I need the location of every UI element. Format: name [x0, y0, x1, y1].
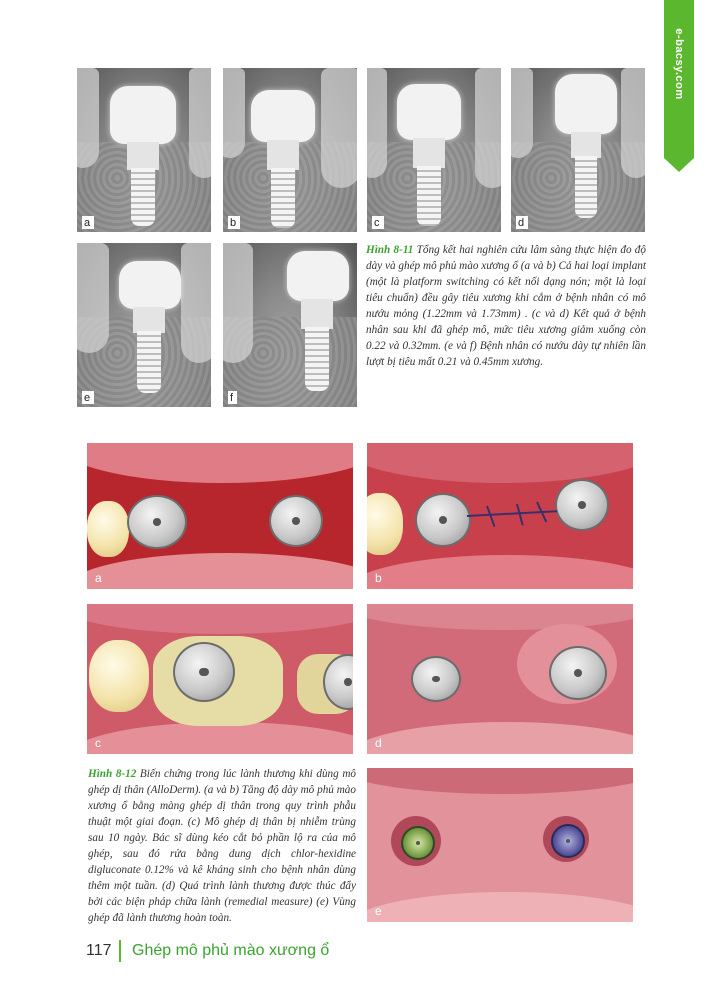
panel-letter-e: e	[82, 391, 94, 404]
xray-panel-e	[77, 243, 211, 407]
photo-letter-a: a	[95, 571, 102, 585]
xray-panel-c	[367, 68, 501, 232]
figure-8-12-label: Hình 8-12	[88, 768, 137, 780]
panel-letter-d: d	[516, 216, 528, 229]
photo-letter-b: b	[375, 571, 382, 585]
xray-panel-f	[223, 243, 357, 407]
photo-panel-c	[87, 604, 353, 754]
panel-letter-a: a	[82, 216, 94, 229]
side-tab	[664, 0, 694, 158]
photo-letter-e: e	[375, 904, 382, 918]
figure-8-12-text: Biến chứng trong lúc lành thương khi dùng mô ghép dị thân (AlloDerm). (a và b) Tăng độ dày mô phủ mào xương ổ bằng màng ghép dị thân trong quy trình phẫu thuật một giai đoạn. (c) Mô ghép dị thân bị nhiễm trùng sau 10 ngày. Bác sĩ dùng kéo cắt bỏ phần lộ ra của mô ghép, sau đó rửa bằng dung dịch chlor-hexidine digluconate 0.12% và kê kháng sinh cho bệnh nhân dùng thêm một tuần. (d) Quá trình lành thương được thúc đẩy bởi các biện pháp chữa lành (remedial measure) (e) Vùng ghép đã lành thương hoàn toàn.	[88, 768, 356, 924]
chapter-title: Ghép mô phủ mào xương ổ	[132, 942, 330, 959]
figure-8-12-caption	[88, 766, 356, 926]
photo-panel-b	[367, 443, 633, 589]
figure-8-11-text: Tổng kết hai nghiên cứu lâm sàng thực hiện đo độ dày và ghép mô phủ mào xương ổ (a và b) Cả hai loại implant (một là platform switching có kết nối dạng nón; một là loại tiêu chuẩn) đều gây tiêu xương khi cắm ở bệnh nhân có mô nướu mỏng (1.22mm và 1.73mm) . (c và d) Kết quả ở bệnh nhân sau khi đã ghép mô, mức tiêu xương giảm xuống còn 0.22 và 0.32mm. (e và f) Bệnh nhân có nướu dày tự nhiên lần lượt bị tiêu mất 0.21 và 0.45mm xương.	[366, 244, 646, 368]
side-tab-text: e-bacsy.com	[673, 28, 685, 100]
xray-panel-d	[511, 68, 645, 232]
footer-divider	[119, 940, 121, 962]
figure-8-11-label: Hình 8-11	[366, 244, 414, 256]
photo-panel-d	[367, 604, 633, 754]
xray-panel-b	[223, 68, 357, 232]
page-number: 117	[86, 942, 112, 959]
photo-panel-e	[367, 768, 633, 922]
figure-8-11-caption	[366, 242, 646, 370]
panel-letter-f: f	[228, 391, 237, 404]
photo-panel-a	[87, 443, 353, 589]
panel-letter-b: b	[228, 216, 240, 229]
xray-panel-a	[77, 68, 211, 232]
panel-letter-c: c	[372, 216, 384, 229]
photo-letter-d: d	[375, 736, 382, 750]
photo-letter-c: c	[95, 736, 101, 750]
